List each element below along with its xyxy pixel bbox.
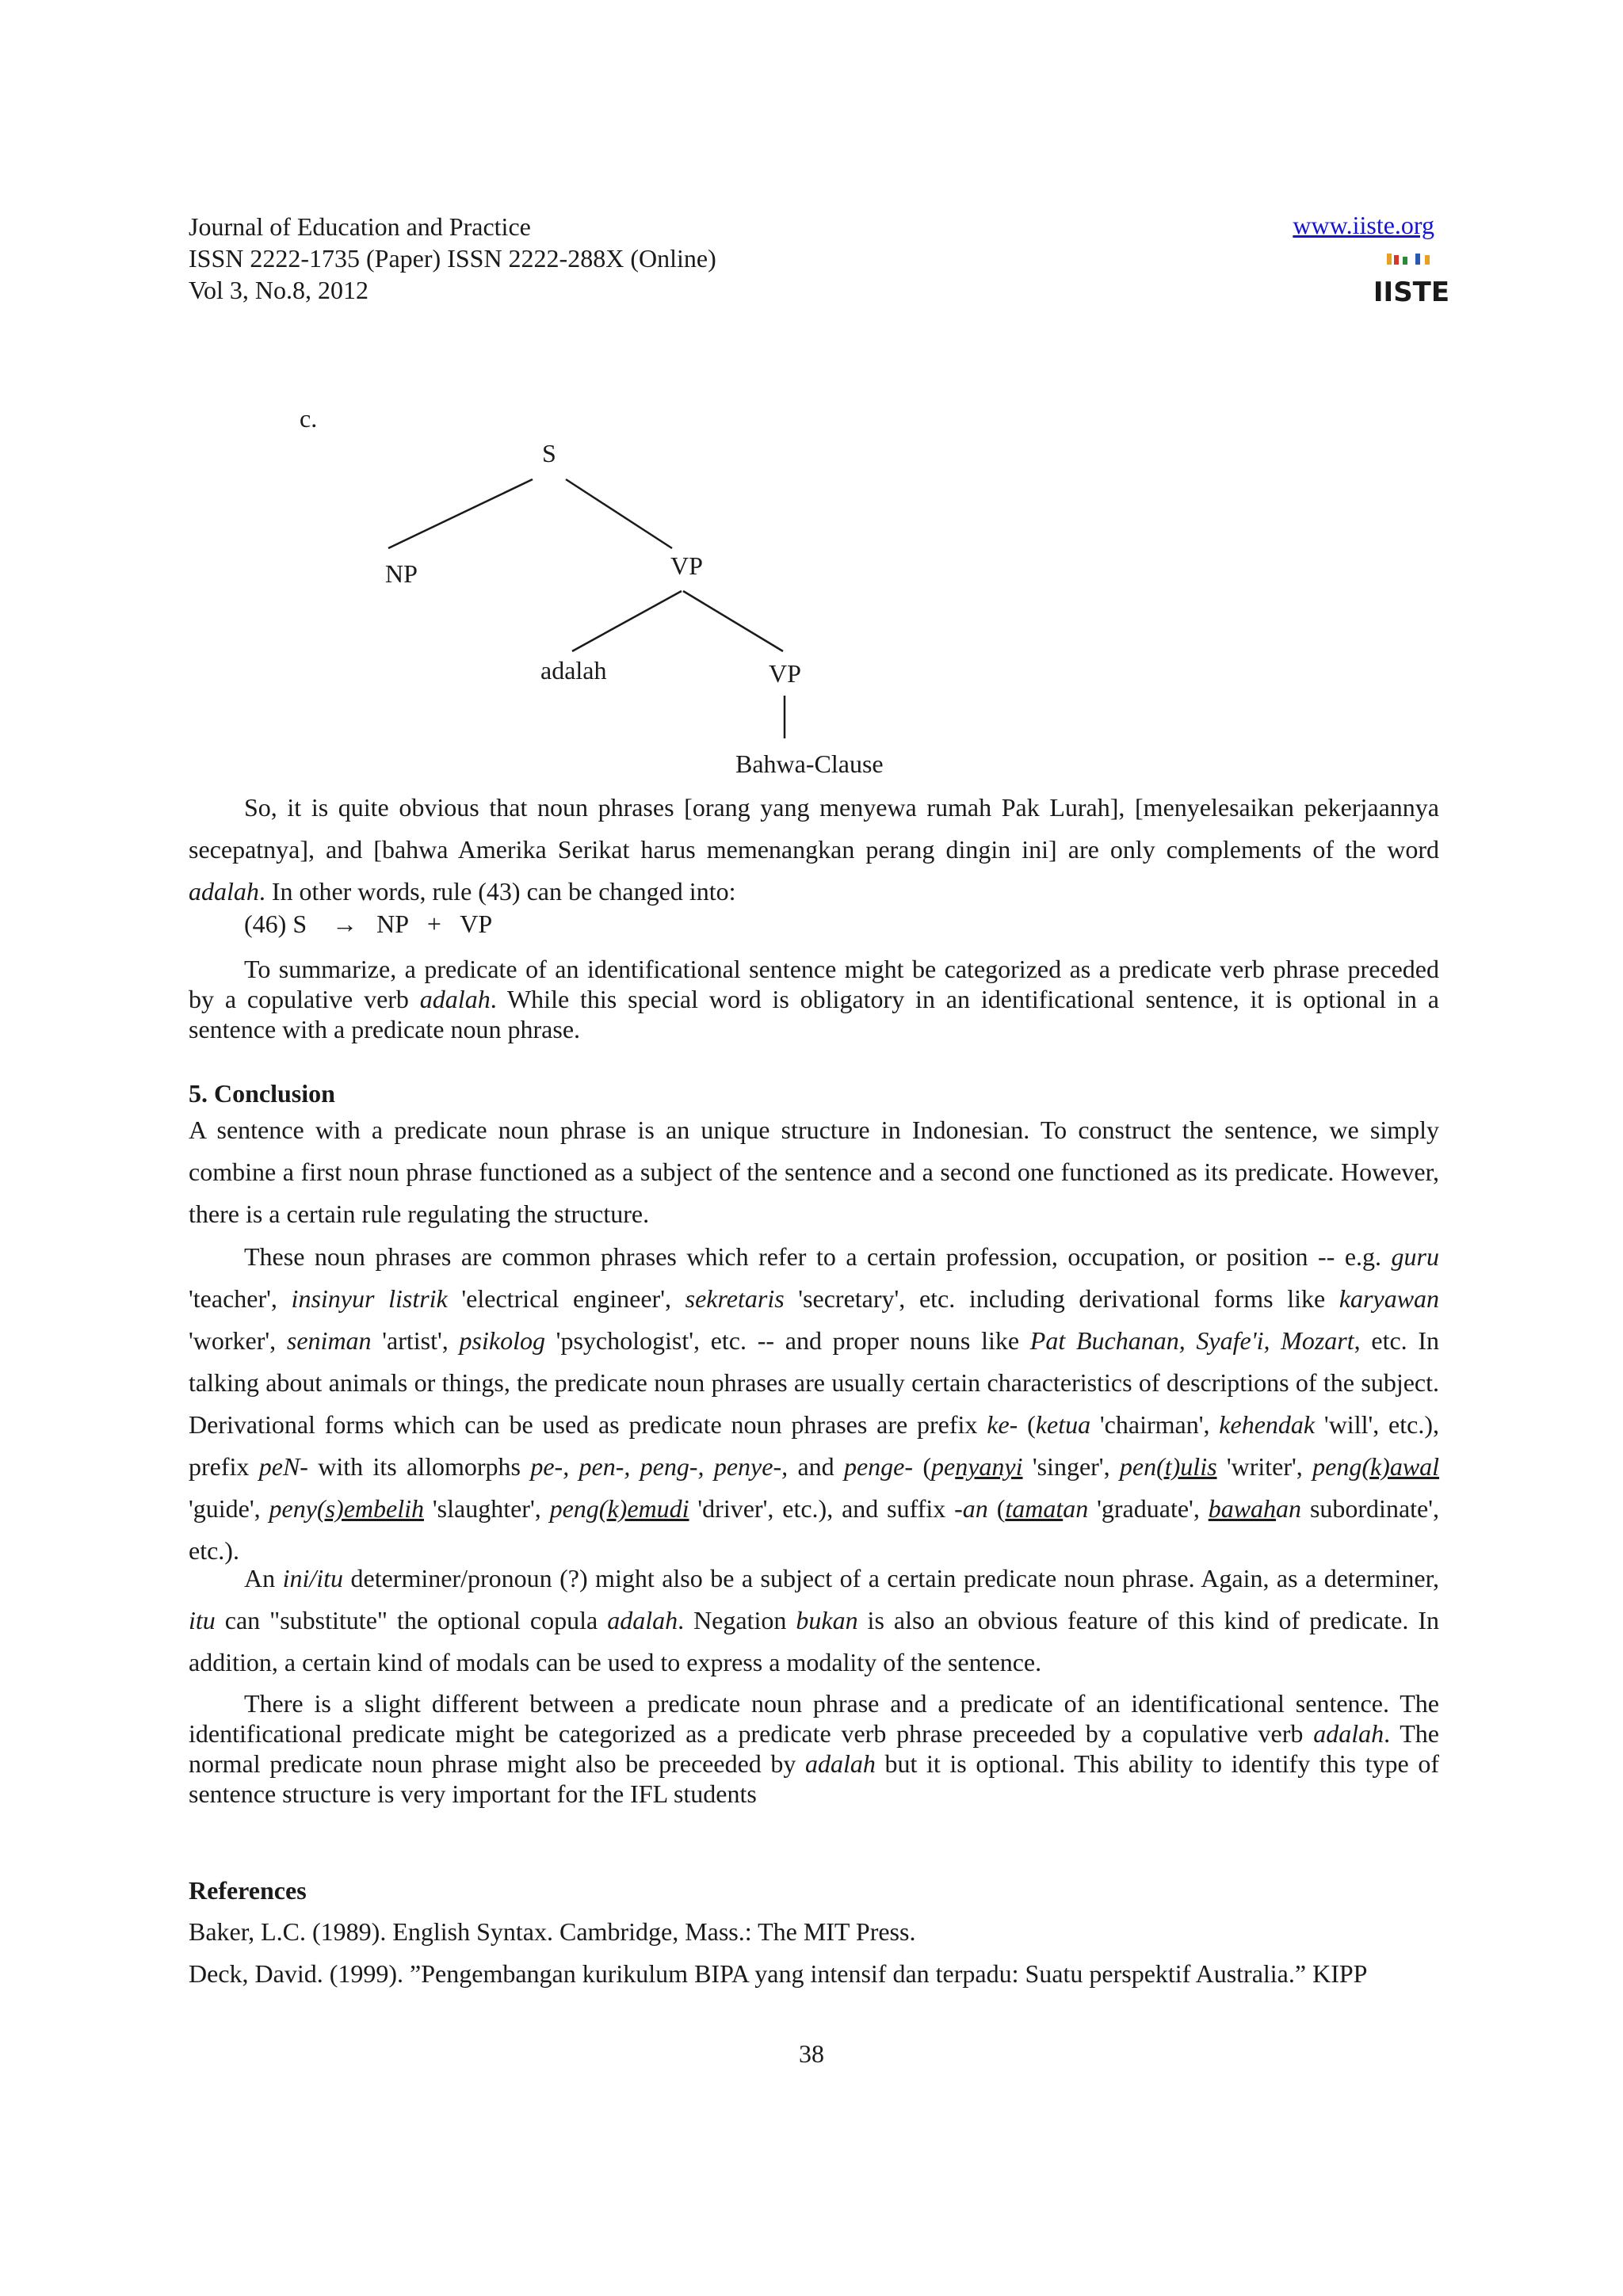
journal-volume: Vol 3, No.8, 2012: [189, 276, 369, 304]
paragraph-noun-phrases: These noun phrases are common phrases which refer to a certain profession, occupation, or position -- e.g. guru 'teacher', insinyur listrik 'electrical engineer', sekretaris 'secretary', etc. including derivational forms like karyawan 'worker', seniman 'artist', psikolog 'psychologist', etc. -- and proper nouns like Pat Buchanan, Syafe'i, Mozart, etc. In talking about animals or things, the predicate noun phrases are usually certain characteristics of descriptions of the subject. Derivational forms which can be used as predicate noun phrases are prefix ke- (ketua 'chairman', kehendak 'will', etc.), prefix peN- with its allomorphs pe-, pen-, peng-, penye-, and penge- (penyanyi 'singer', pen(t)ulis 'writer', peng(k)awal 'guide', peny(s)embelih 'slaughter', peng(k)emudi 'driver', etc.), and suffix -an (tamatan 'graduate', bawahan subordinate', etc.).: [189, 1242, 1440, 1565]
rule-46: (46) S → NP + VP: [244, 910, 493, 938]
tree-node-bahwa-clause: Bahwa-Clause: [735, 749, 884, 778]
tree-edge-vp-adalah: [572, 591, 682, 651]
paragraph-difference: There is a slight different between a predicate noun phrase and a predicate of an identificational sentence. The identificational predicate might be categorized as a predicate verb phrase preceeded by a copulative verb adalah. The normal predicate noun phrase might also be preceeded by adalah but it is optional. This ability to identify this type of sentence structure is very important for the IFL students: [189, 1689, 1440, 1808]
journal-issn: ISSN 2222-1735 (Paper) ISSN 2222-288X (Online): [189, 244, 716, 273]
references-heading: References: [189, 1876, 307, 1905]
paragraph-summary: To summarize, a predicate of an identificational sentence might be categorized as a predicate verb phrase preceded by a copulative verb adalah. While this special word is obligatory in an identificational sentence, it is optional in a sentence with a predicate noun phrase.: [189, 955, 1440, 1043]
conclusion-heading: 5. Conclusion: [189, 1079, 335, 1108]
tree-edge-vp-vp: [683, 591, 783, 651]
paragraph-complements: So, it is quite obvious that noun phrases [orang yang menyewa rumah Pak Lurah], [menyelesaikan pekerjaannya secepatnya], and [bahwa Amerika Serikat harus memenangkan perang dingin ini] are only complements of the word adalah. In other words, rule (43) can be changed into:: [189, 793, 1439, 906]
syntax-tree: [0, 0, 1623, 792]
website-link[interactable]: www.iiste.org: [1293, 211, 1434, 239]
tree-node-np: NP: [385, 559, 418, 588]
paragraph-conclusion-intro: A sentence with a predicate noun phrase is an unique structure in Indonesian. To construct the sentence, we simply combine a first noun phrase functioned as a subject of the sentence and a second one functioned as its predicate. However, there is a certain rule regulating the structure.: [189, 1116, 1439, 1228]
tree-label: c.: [300, 404, 318, 433]
tree-edge-s-vp: [566, 479, 672, 548]
paragraph-determiner: An ini/itu determiner/pronoun (?) might also be a subject of a certain predicate noun phrase. Again, as a determiner, itu can "substitute" the optional copula adalah. Negation bukan is also an obvious feature of this kind of predicate. In addition, a certain kind of modals can be used to express a modality of the sentence.: [189, 1564, 1440, 1676]
tree-edge-s-np: [388, 479, 533, 548]
journal-title: Journal of Education and Practice: [189, 212, 531, 241]
page-number: 38: [799, 2039, 824, 2068]
tree-node-s: S: [542, 439, 556, 467]
tree-node-adalah: adalah: [540, 656, 607, 685]
reference-item: Deck, David. (1999). ”Pengembangan kurikulum BIPA yang intensif dan terpadu: Suatu perspektif Australia.” KIPP: [189, 1959, 1368, 1988]
tree-node-vp-2: VP: [769, 659, 801, 688]
reference-item: Baker, L.C. (1989). English Syntax. Cambridge, Mass.: The MIT Press.: [189, 1917, 916, 1946]
tree-node-vp: VP: [670, 551, 703, 580]
svg-text:IISTE: IISTE: [1373, 277, 1450, 308]
